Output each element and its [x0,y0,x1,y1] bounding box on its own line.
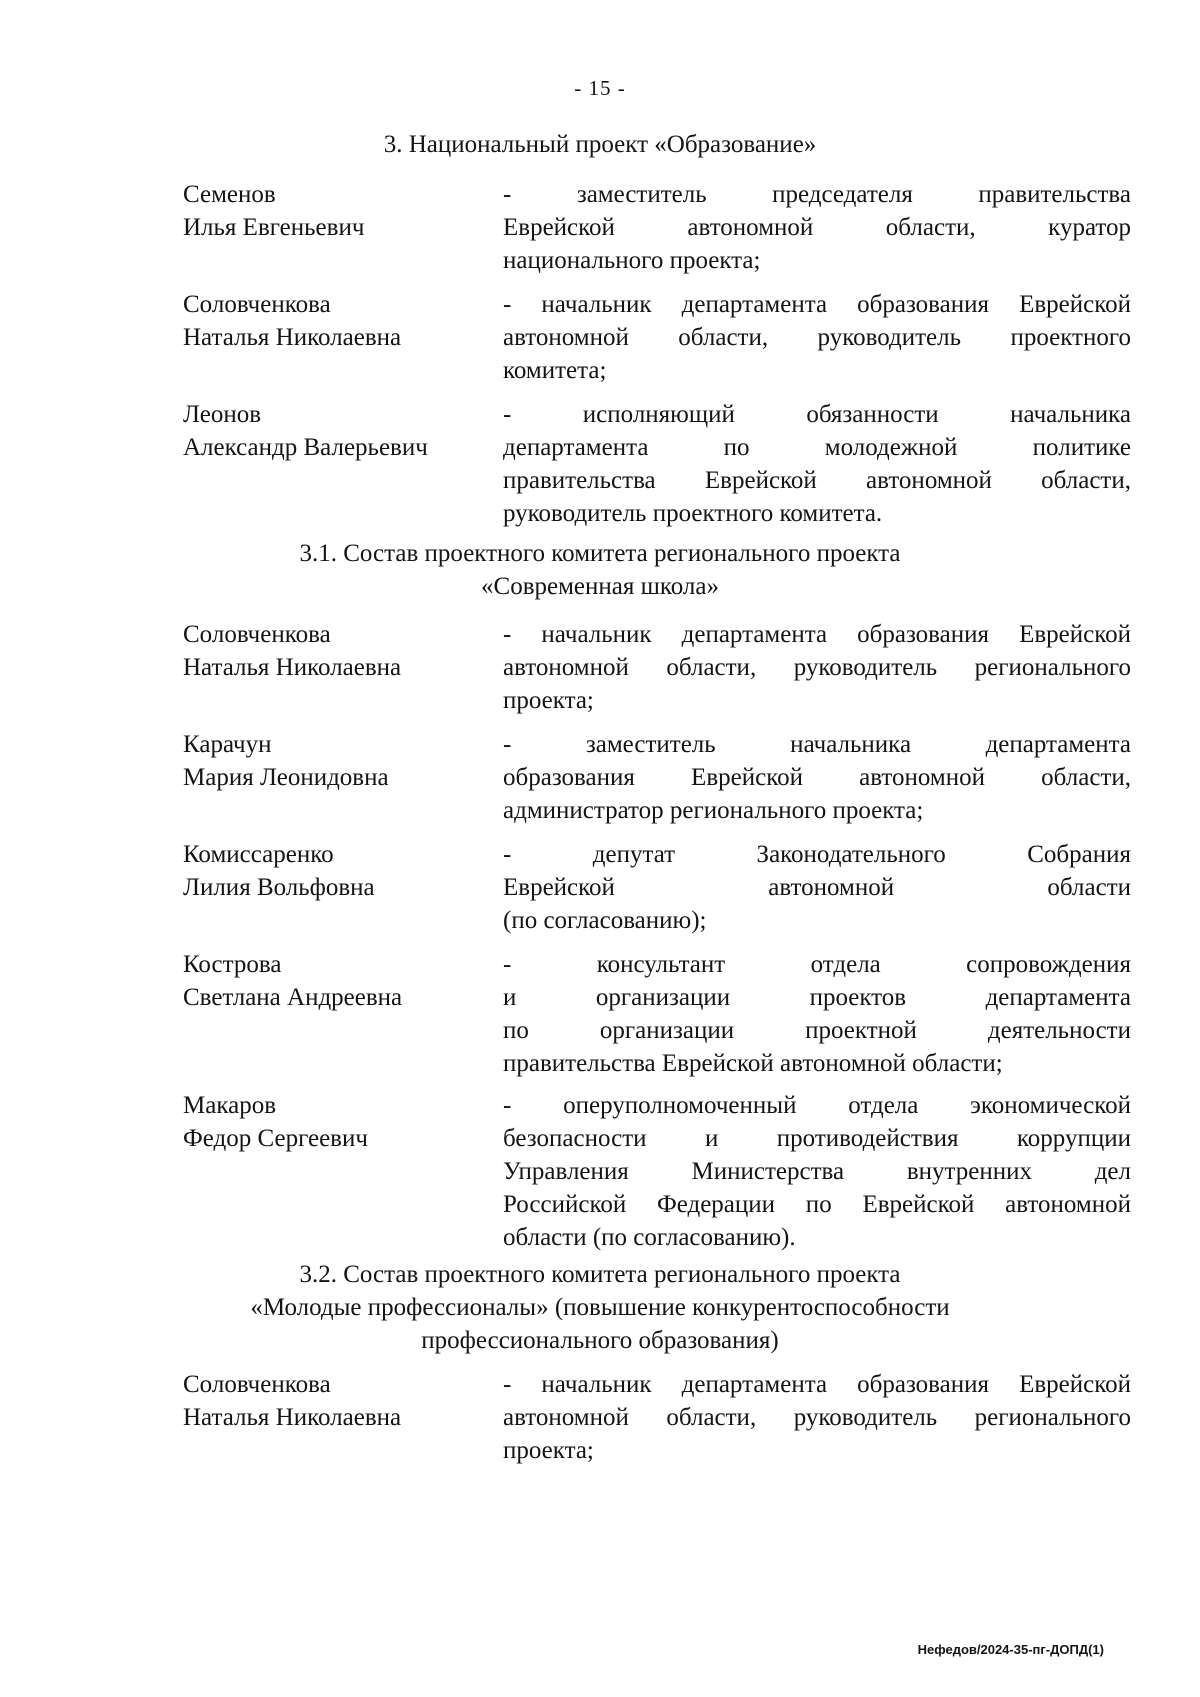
member-name: Соловченкова Наталья Николаевна [183,1371,402,1431]
member-role: - консультант отдела сопровождения и организации проектов департамента по организации проектной деятельности правительства Еврейской автономной области; [503,951,1131,1077]
document-code: Нефедов/2024-35-пг-ДОПД(1) [917,1642,1104,1657]
section-title-3-2: 3.2. Состав проектного комитета регионального проекта «Молодые профессионалы» (повышение конкурентоспособности профессионального образования) [250,1261,950,1354]
member-role: - начальник департамента образования Еврейской автономной области, руководитель регионального проекта; [503,621,1131,714]
member-role: - исполняющий обязанности начальника департамента по молодежной политике правительства Еврейской автономной области, руководитель проектного комитета. [503,401,1131,527]
section-title-3: 3. Национальный проект «Образование» [383,131,817,158]
member-name: Комиссаренко Лилия Вольфовна [183,841,375,901]
member-name: Соловченкова Наталья Николаевна [183,621,402,681]
member-name: Карачун Мария Леонидовна [183,731,389,791]
member-name: Семенов Илья Евгеньевич [183,181,365,241]
member-role: - заместитель председателя правительства Еврейской автономной области, куратор национального проекта; [503,181,1131,274]
member-role: - начальник департамента образования Еврейской автономной области, руководитель регионального проекта; [503,1371,1131,1464]
member-name: Кострова Светлана Андреевна [183,951,403,1011]
member-role: - оперуполномоченный отдела экономической безопасности и противодействия коррупции Управления Министерства внутренних дел Российской Федерации по Еврейской автономной области (по согласованию). [503,1092,1131,1251]
member-role: - депутат Законодательного Собрания Еврейской автономной области (по согласованию); [503,841,1131,934]
member-name: Леонов Александр Валерьевич [183,401,428,461]
page-number: - 15 - [574,76,626,100]
section-title-3-1: 3.1. Состав проектного комитета регионального проекта «Современная школа» [299,540,901,600]
member-role: - начальник департамента образования Еврейской автономной области, руководитель проектного комитета; [503,291,1131,384]
member-name: Соловченкова Наталья Николаевна [183,291,402,351]
member-name: Макаров Федор Сергеевич [183,1092,368,1152]
member-role: - заместитель начальника департамента образования Еврейской автономной области, администратор регионального проекта; [503,731,1131,824]
